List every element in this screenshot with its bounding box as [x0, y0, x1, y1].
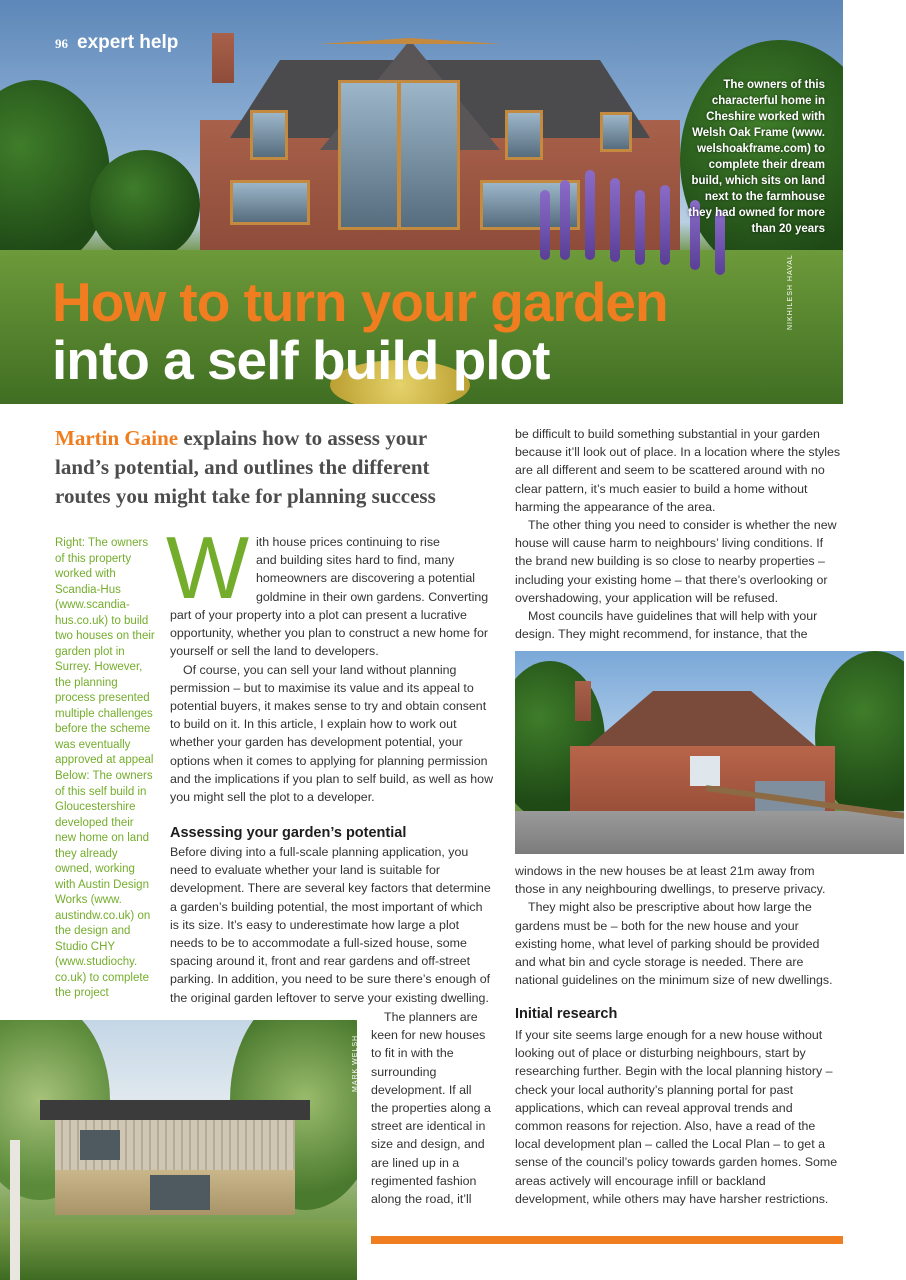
headline-line-2: into a self build plot: [52, 329, 550, 391]
standfirst-text: explains how to assess your land’s potential, and outlines the different routes you might take for planning success: [55, 426, 436, 508]
paragraph: Before diving into a full-scale planning application, you need to evaluate whether your land is suitable for development. There are several key factors that determine a garden’s building potential, the most important of which is its size. It’s easy to underestimate how large a plot needs to be to accommodate a full-sized house, some spacing around it, front and rear gardens and off-street parking. In addition, you need to be sure there’s enough of the original garden leftover to serve your existing dwelling.: [170, 845, 491, 1005]
paragraph: Of course, you can sell your land without planning permission – but to maximise its value and its appeal to potential buyers, it makes sense to try and obtain consent to build on it. In this article, I explain how to work out whether your garden has development potential, your options when it comes to applying for planning permission and the implications if you plan to self build, as well as how you might sell the plot to a developer.: [170, 662, 494, 805]
orange-rule: [371, 1236, 843, 1244]
page-number: 96: [55, 36, 68, 51]
intro-line: homeowners are discovering a potential: [256, 571, 476, 586]
subhead-initial-research: Initial research: [515, 1006, 618, 1022]
gloucestershire-house-photo: [0, 1020, 357, 1280]
paragraph: part of your property into a plot can present a lucrative opportunity, whether you plan to construct a new home for yourself or sell the land to developers.: [170, 608, 488, 659]
intro-lines: [256, 533, 496, 606]
paragraph: windows in the new houses be at least 21m away from those in any neighbouring dwellings, to preserve privacy.: [515, 864, 826, 897]
column-1-text-2: [170, 843, 494, 1007]
column-2-text: [515, 425, 843, 643]
paragraph: Most councils have guidelines that will help with your design. They might recommend, for instance, that the: [515, 609, 818, 642]
subhead-assessing: Assessing your garden’s potential: [170, 825, 407, 841]
paragraph: The other thing you need to consider is whether the new house will cause harm to neighbours’ living conditions. If the brand new building is so close to nearby properties – including your existing home – that there’s overlooking or overshadowing, your application will be refused.: [515, 518, 837, 605]
paragraph: The planners are keen for new houses to fit in with the surrounding development. If all the properties along a street are identical in size and design, and are lined up in a regimented fashion along the road, it’ll: [371, 1010, 491, 1207]
drop-cap: W: [166, 518, 250, 617]
author-name: Martin Gaine: [55, 426, 179, 450]
section-label: expert help: [77, 32, 179, 53]
column-2-text-3: [515, 1026, 843, 1208]
intro-line: and building sites hard to find, many: [256, 553, 455, 568]
hero-caption: The owners of this characterful home in Cheshire worked with Welsh Oak Frame (www. welshoakframe.com) to complete their dream build, which sits on land next to the farmhouse they had owned for more than 20 years: [688, 79, 825, 235]
column-1-text-3: [371, 1008, 491, 1208]
intro-line: ith house prices continuing to rise: [256, 535, 440, 549]
surrey-house-photo: [515, 651, 904, 854]
column-2-text-2: [515, 862, 843, 989]
caption-right: Right: The owners of this property worked with Scandia-Hus (www.scandia-hus.co.uk) to build two houses on their garden plot in Surrey. However, the planning process presented multiple challenges before the scheme was eventually approved at appeal: [55, 537, 155, 766]
paragraph: They might also be prescriptive about how large the gardens must be – both for the new house and your existing home, what level of parking should be provided and what bin and cycle storage is needed. There are national guidelines on the minimum size of new dwellings.: [515, 900, 833, 988]
photo-left-credit: MARK WELSH: [352, 1034, 359, 1092]
standfirst: [55, 424, 485, 511]
headline-line-1: How to turn your garden: [52, 271, 668, 333]
paragraph: If your site seems large enough for a new house without looking out of place or disturbing neighbours, start by researching further. Begin with the local planning history – check your local authority’s planning portal for past applications, which can reveal approval trends and common reasons for rejection. Also, have a read of the local development plan – called the Local Plan – to get a sense of the council’s policy towards garden homes. Some areas actively will encourage infill or backland development, while others may have harsher restrictions.: [515, 1028, 838, 1206]
intro-line: goldmine in their own gardens. Converting: [256, 589, 489, 604]
column-1-text: [170, 606, 494, 806]
caption-below: Below: The owners of this self build in Gloucestershire developed their new home on land they already owned, working with Austin Design Works (www. austindw.co.uk) on the design and Studio CHY (www.studiochy. co.uk) to complete the project: [55, 770, 153, 999]
paragraph: be difficult to build something substantial in your garden because it’ll look out of place. In a location where the styles are all different and seem to be scattered around with no clear pattern, it’s much easier to build a home without harming the appearance of the area.: [515, 427, 841, 514]
hero-photo-credit: NIKHILESH HAVAL: [787, 254, 794, 330]
